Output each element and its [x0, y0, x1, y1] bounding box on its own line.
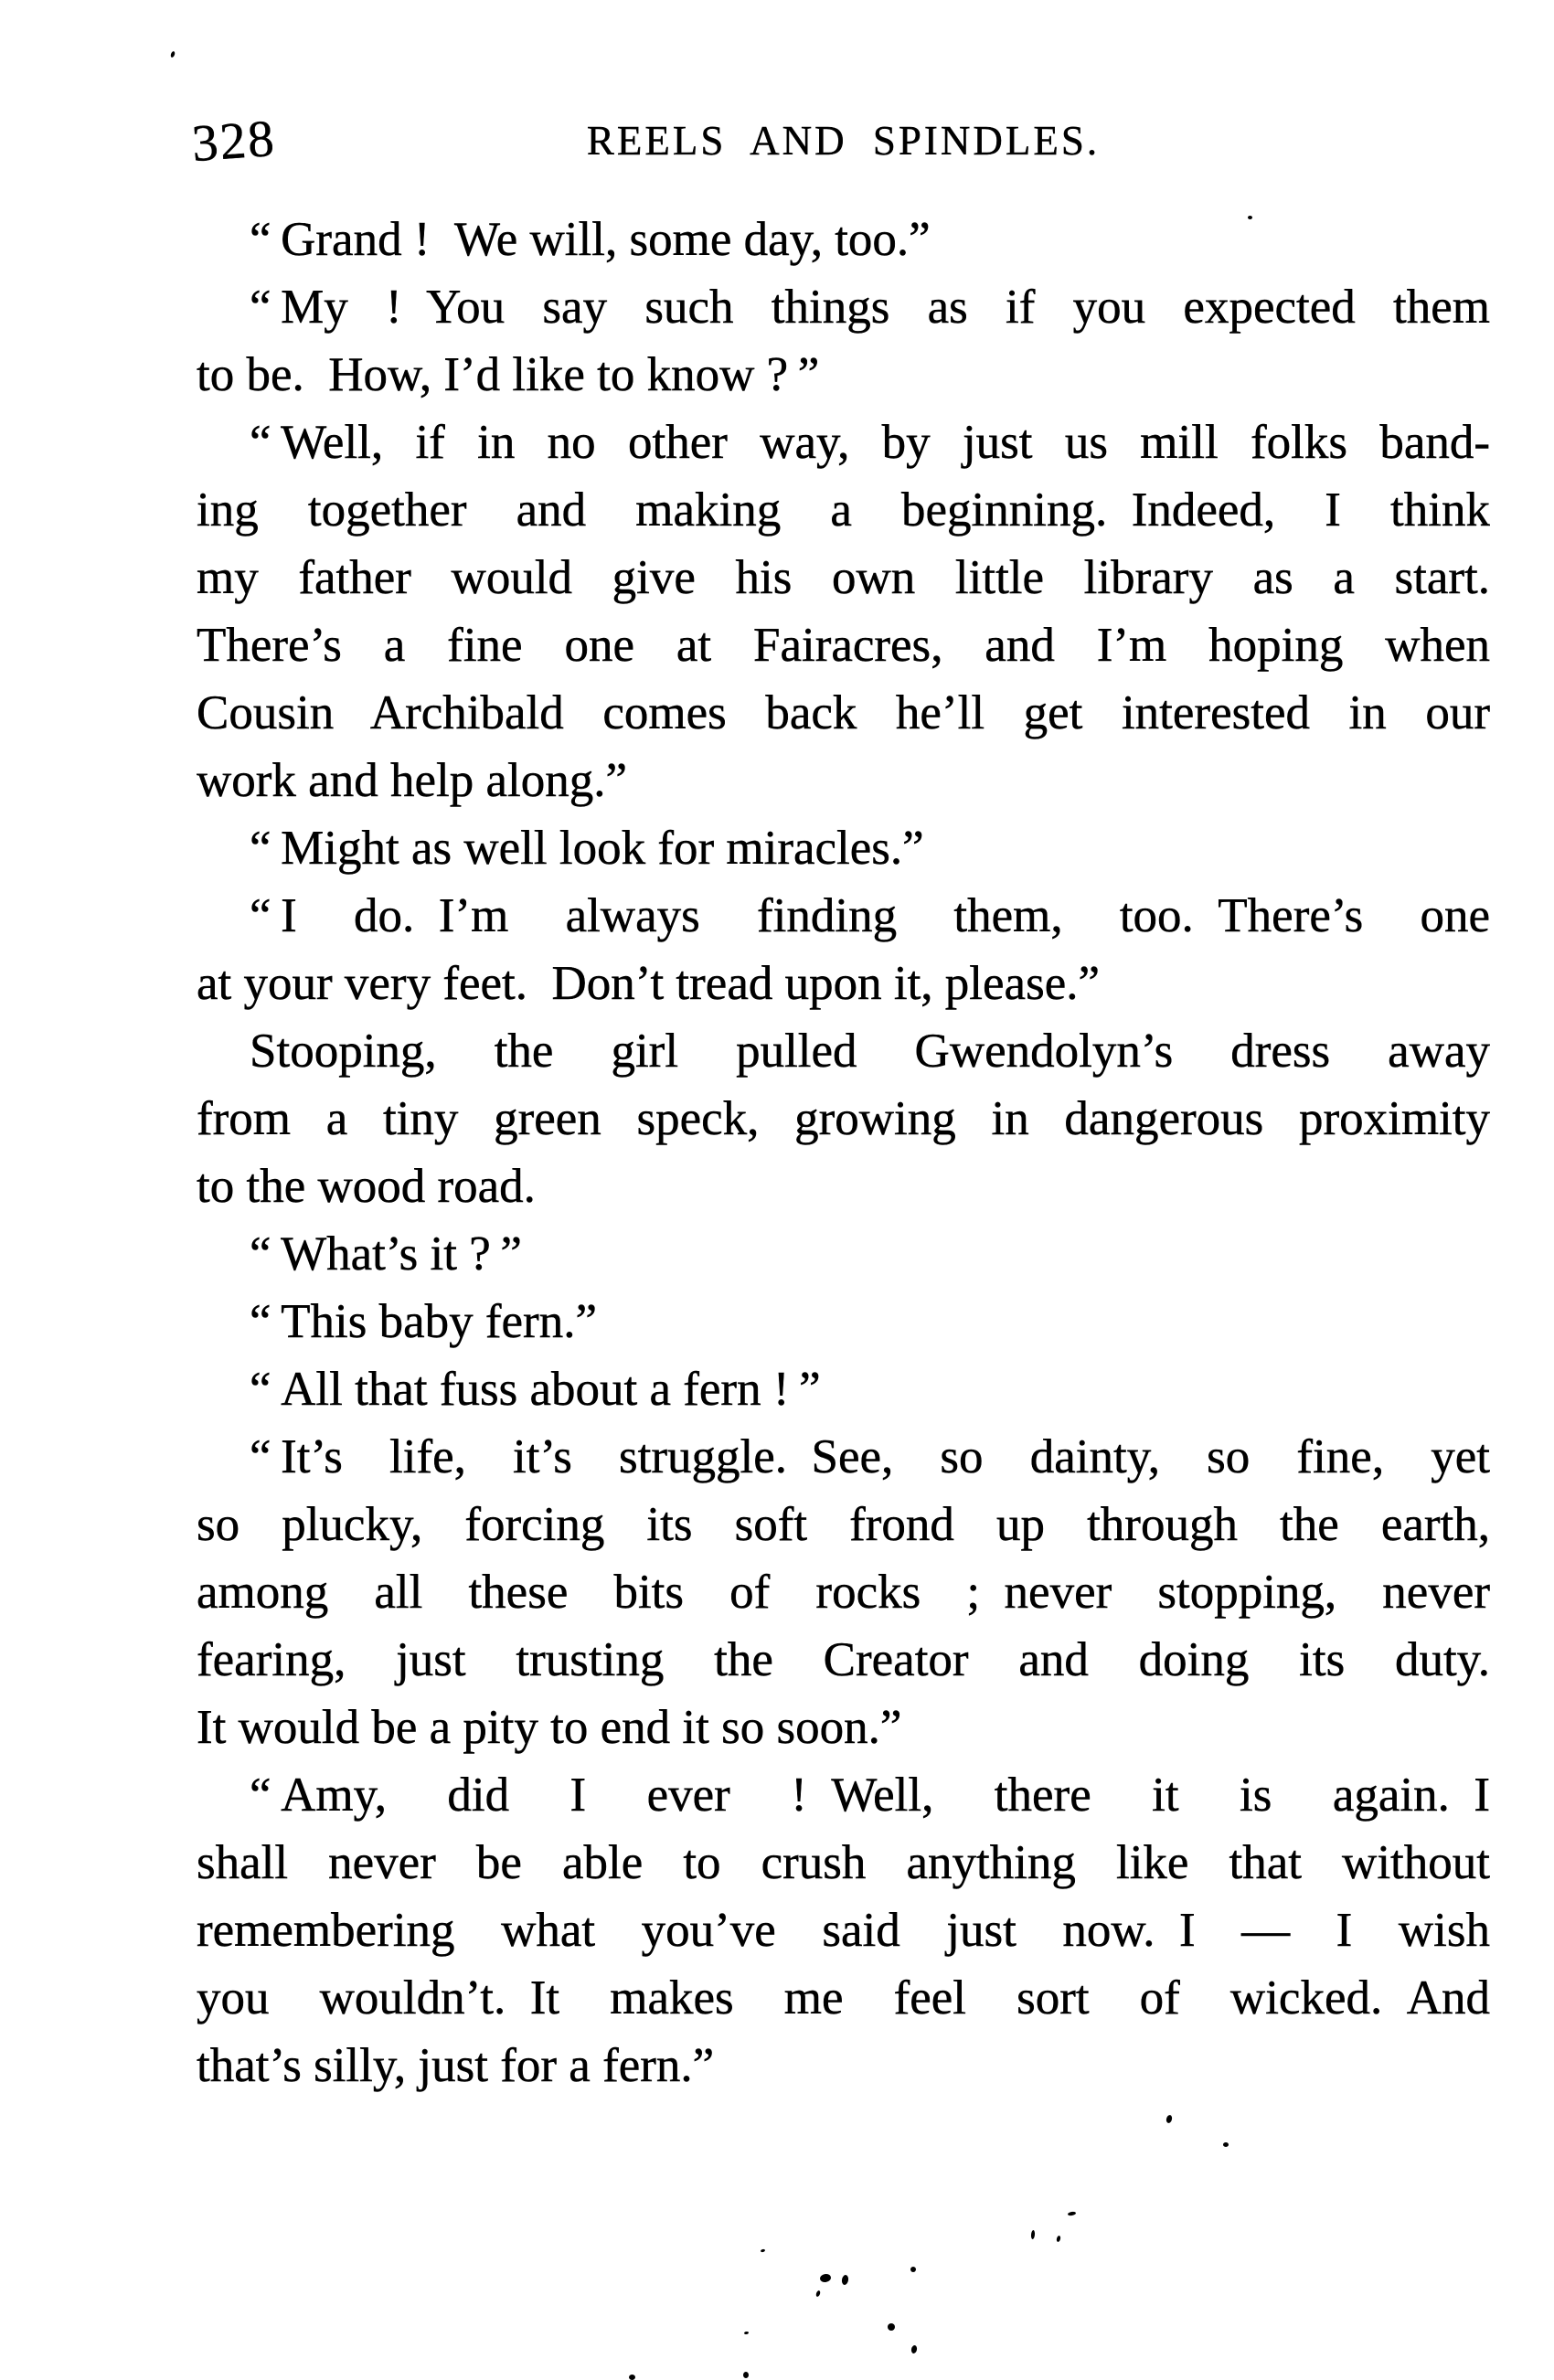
text-line: fearing, just trusting the Creator and doing its duty.: [197, 1633, 1490, 1686]
text-line: “ This baby fern.”: [250, 1295, 597, 1348]
text-line: “ Amy, did I ever ! Well, there it is again. I: [250, 1769, 1490, 1822]
text-line: Stooping, the girl pulled Gwendolyn’s dress away: [250, 1025, 1490, 1078]
text-line: my father would give his own little library as a start.: [197, 551, 1490, 604]
ink-speck: [815, 2290, 821, 2298]
ink-speck: [629, 2375, 635, 2380]
text-line: “ All that fuss about a fern ! ”: [250, 1363, 821, 1416]
ink-speck: [1248, 216, 1252, 219]
text-line: remembering what you’ve said just now. I — I wish: [197, 1904, 1490, 1957]
text-line: Cousin Archibald comes back he’ll get interested in our: [197, 686, 1490, 739]
text-line: shall never be able to crush anything like that without: [197, 1836, 1490, 1889]
text-line: It would be a pity to end it so soon.”: [197, 1701, 902, 1754]
text-line: “ Grand ! We will, some day, too.”: [250, 213, 931, 266]
text-line: “ What’s it ? ”: [250, 1227, 522, 1280]
text-line: “ I do. I’m always finding them, too. There’s one: [250, 889, 1490, 942]
ink-speck: [1166, 2114, 1173, 2123]
text-line: “ Well, if in no other way, by just us mill folks band-: [250, 416, 1490, 469]
ink-speck: [1056, 2236, 1061, 2243]
text-line: among all these bits of rocks ; never stopping, never: [197, 1566, 1490, 1619]
text-line: to the wood road.: [197, 1160, 536, 1213]
ink-speck: [1068, 2211, 1077, 2216]
text-line: you wouldn’t. It makes me feel sort of wicked. And: [197, 1971, 1490, 2024]
text-line: from a tiny green speck, growing in dangerous proximity: [197, 1092, 1490, 1145]
text-line: work and help along.”: [197, 754, 627, 807]
ink-speck: [744, 2332, 749, 2335]
page-body-text: [197, 206, 1490, 2099]
text-line: “ It’s life, it’s struggle. See, so dainty, so fine, yet: [250, 1430, 1490, 1483]
ink-speck: [743, 2372, 749, 2378]
ink-speck: [910, 2344, 918, 2353]
text-line: that’s silly, just for a fern.”: [197, 2039, 715, 2092]
ink-speck: [910, 2267, 916, 2272]
text-line: to be. How, I’d like to know ? ”: [197, 348, 820, 401]
ink-speck: [1223, 2142, 1229, 2147]
ink-speck: [1031, 2230, 1036, 2239]
text-line: There’s a fine one at Fairacres, and I’m hoping when: [197, 619, 1490, 672]
running-header: [197, 117, 1490, 165]
text-line: “ My ! You say such things as if you expected them: [250, 281, 1490, 334]
ink-speck: [841, 2274, 849, 2285]
text-line: so plucky, forcing its soft frond up through the earth,: [197, 1498, 1490, 1551]
ink-speck: [888, 2323, 895, 2331]
running-header-title: REELS AND SPINDLES.: [586, 118, 1101, 164]
ink-speck: [170, 51, 176, 58]
text-line: at your very feet. Don’t tread upon it, please.”: [197, 957, 1101, 1010]
ink-speck: [819, 2273, 831, 2283]
page-number: 328: [189, 109, 278, 174]
text-line: ing together and making a beginning. Indeed, I think: [197, 483, 1490, 537]
text-line: “ Might as well look for miracles.”: [250, 822, 924, 875]
ink-speck: [761, 2248, 766, 2252]
